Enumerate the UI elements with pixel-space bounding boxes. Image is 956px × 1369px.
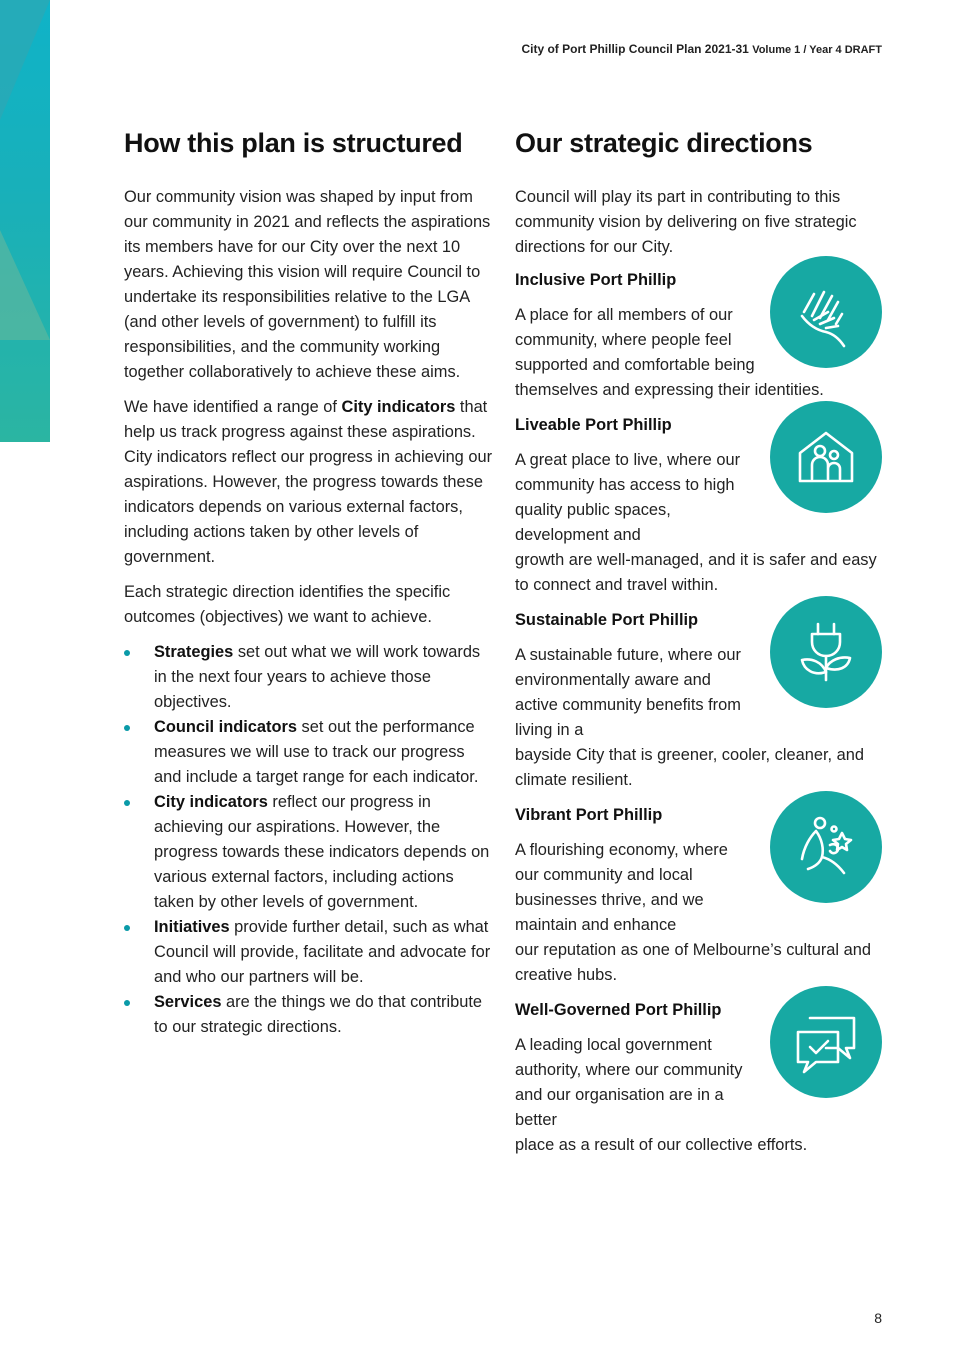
paragraph: Council will play its part in contributing to this community vision by delivering on five strategic directions for our City. <box>515 188 857 256</box>
decorative-side-band <box>0 0 50 442</box>
text-run: We have identified a range of <box>124 398 342 416</box>
page-number: 8 <box>874 1310 882 1326</box>
direction-sustainable <box>515 608 885 793</box>
text-run: A place for all members of our community, where people feel supported and comfortable being <box>515 306 755 374</box>
text-run: that help us track progress against these aspirations. City indicators reflect our progress in achieving our aspirations. However, the progress towards these indicators depends on various external factors, including actions taken by other levels of government. <box>124 398 493 566</box>
bold-term: Services <box>154 993 222 1011</box>
dancer-star-icon <box>770 791 882 903</box>
direction-title: Liveable Port Phillip <box>515 416 672 434</box>
section-heading: Our strategic directions <box>515 128 813 158</box>
text-run: bayside City that is greener, cooler, cleaner, and climate resilient. <box>515 746 864 789</box>
direction-title: Sustainable Port Phillip <box>515 611 699 629</box>
text-run: A flourishing economy, where our community and local businesses thrive, and we maintain and enhance <box>515 841 728 934</box>
header-title: City of Port Phillip Council Plan 2021-31 <box>521 42 749 56</box>
right-column <box>515 128 885 1158</box>
hands-icon <box>770 256 882 368</box>
band-shard <box>0 230 50 340</box>
bold-term: Council indicators <box>154 718 297 736</box>
text-run: A sustainable future, where our environmentally aware and active community benefits from living in a <box>515 646 741 739</box>
text-run: reflect our progress in achieving our aspirations. However, the progress towards these indicators depends on various external factors, including actions taken by other levels of government. <box>154 793 490 911</box>
paragraph: Each strategic direction identifies the specific outcomes (objectives) we want to achieve. <box>124 583 451 626</box>
text-run: set out what we will work towards in the next four years to achieve those objectives. <box>154 643 481 711</box>
plug-plant-icon <box>770 596 882 708</box>
paragraph: Our community vision was shaped by input from our community in 2021 and reflects the aspirations its members have for our City over the next 10 years. Achieving this vision will require Council to undertake its responsibilities relative to the LGA (and other levels of government) to fulfill its responsibilities, and the community working together collaboratively to achieve these aims. <box>124 188 491 381</box>
direction-well-governed <box>515 998 885 1158</box>
chat-check-icon <box>770 986 882 1098</box>
list-item <box>124 990 494 1040</box>
text-run: A great place to live, where our community has access to high quality public spaces, development and <box>515 451 741 544</box>
text-run: place as a result of our collective efforts. <box>515 1136 808 1154</box>
list-item <box>124 715 494 790</box>
list-item <box>124 640 494 715</box>
direction-title: Well-Governed Port Phillip <box>515 1001 722 1019</box>
direction-vibrant <box>515 803 885 988</box>
home-family-icon <box>770 401 882 513</box>
text-run: themselves and expressing their identities. <box>515 381 824 399</box>
list-item <box>124 790 494 915</box>
bullet-list <box>124 640 494 1040</box>
bold-term: City indicators <box>341 398 456 416</box>
text-run: growth are well-managed, and it is safer and easy to connect and travel within. <box>515 551 877 594</box>
text-run: provide further detail, such as what Council will provide, facilitate and advocate for and who our partners will be. <box>154 918 491 986</box>
bold-term: City indicators <box>154 793 268 811</box>
text-run: our reputation as one of Melbourne’s cultural and creative hubs. <box>515 941 871 984</box>
header-subtitle: Volume 1 / Year 4 DRAFT <box>752 44 882 56</box>
bold-term: Initiatives <box>154 918 230 936</box>
text-run: are the things we do that contribute to our strategic directions. <box>154 993 483 1036</box>
left-column <box>124 128 494 1040</box>
direction-inclusive <box>515 268 885 403</box>
text-run: set out the performance measures we will use to track our progress and include a target range for each indicator. <box>154 718 479 786</box>
direction-title: Vibrant Port Phillip <box>515 806 663 824</box>
direction-title: Inclusive Port Phillip <box>515 271 677 289</box>
section-heading: How this plan is structured <box>124 128 463 158</box>
paragraph <box>124 395 494 570</box>
band-shard <box>0 0 50 120</box>
bold-term: Strategies <box>154 643 234 661</box>
document-header <box>521 42 882 56</box>
direction-liveable <box>515 413 885 598</box>
list-item <box>124 915 494 990</box>
text-run: A leading local government authority, where our community and our organisation are in a better <box>515 1036 743 1129</box>
